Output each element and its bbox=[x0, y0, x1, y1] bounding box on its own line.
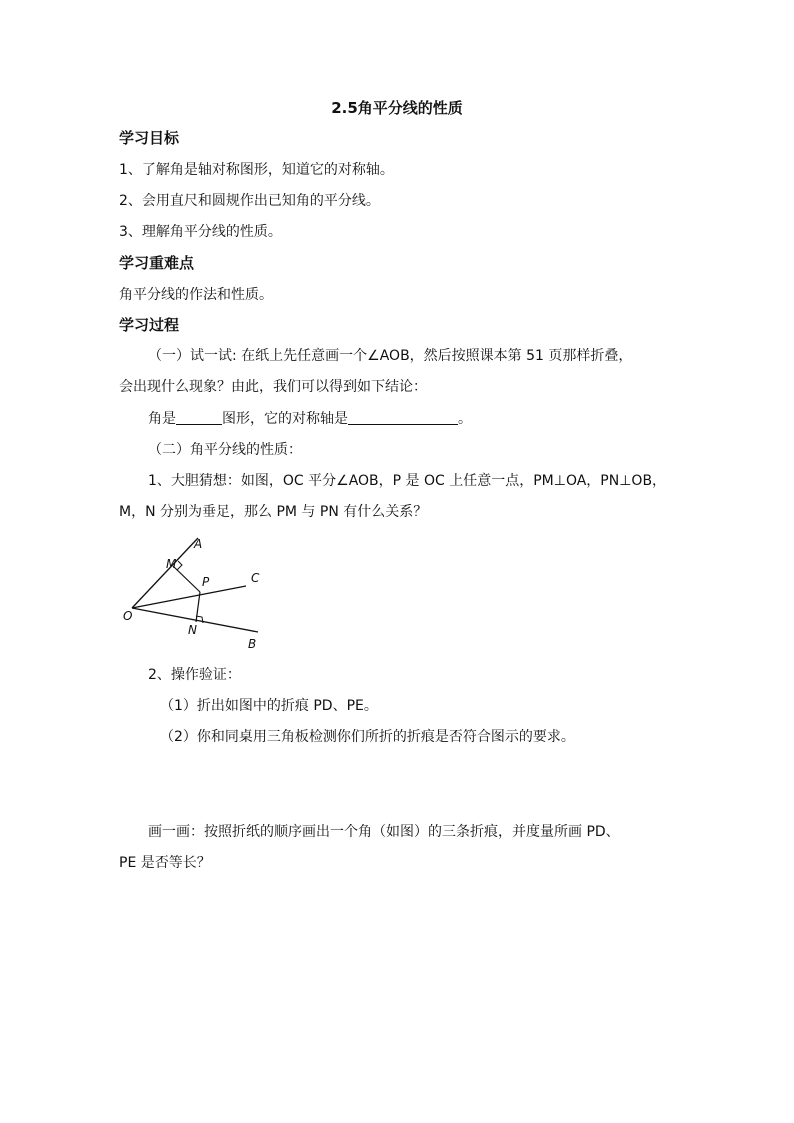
conclusion-text-c: 。 bbox=[458, 411, 472, 427]
goal-item-1: 1、了解角是轴对称图形，知道它的对称轴。 bbox=[119, 162, 394, 178]
part2-heading: （二）角平分线的性质： bbox=[148, 442, 302, 458]
guess-line-1: 1、大胆猜想：如图，OC 平分∠AOB，P 是 OC 上任意一点，PM⊥OA，PN⊥OB， bbox=[148, 473, 667, 489]
conclusion-text-b: 图形，它的对称轴是 bbox=[222, 411, 348, 427]
label-p: P bbox=[202, 575, 210, 589]
right-angle-mark-m bbox=[177, 561, 182, 570]
goal-item-2: 2、会用直尺和圆规作出已知角的平分线。 bbox=[119, 193, 380, 209]
section-heading-goals: 学习目标 bbox=[119, 129, 180, 147]
section-heading-key: 学习重难点 bbox=[119, 254, 195, 272]
try-paragraph-line-2: 会出现什么现象？由此，我们可以得到如下结论： bbox=[119, 379, 427, 395]
draw-line-2: PE 是否等长？ bbox=[119, 855, 211, 871]
verify-item-1: （1）折出如图中的折痕 PD、PE。 bbox=[160, 698, 378, 714]
label-n: N bbox=[188, 623, 197, 637]
verify-item-2: （2）你和同桌用三角板检测你们所折的折痕是否符合图示的要求。 bbox=[160, 729, 575, 745]
page-title: 2.5角平分线的性质 bbox=[331, 99, 463, 117]
goal-item-3: 3、理解角平分线的性质。 bbox=[119, 224, 282, 240]
label-c: C bbox=[251, 571, 260, 585]
answer-blank-1[interactable] bbox=[176, 410, 222, 425]
section-heading-process: 学习过程 bbox=[119, 316, 180, 334]
label-o: O bbox=[123, 609, 133, 623]
segment-pn bbox=[196, 592, 200, 622]
verify-heading: 2、操作验证： bbox=[148, 667, 241, 683]
label-m: M bbox=[166, 557, 177, 571]
draw-line-1: 画一画：按照折纸的顺序画出一个角（如图）的三条折痕，并度量所画 PD、 bbox=[148, 824, 620, 840]
try-paragraph-line-1: （一）试一试: 在纸上先任意画一个∠AOB，然后按照课本第 51 页那样折叠， bbox=[148, 348, 633, 364]
answer-blank-2[interactable] bbox=[348, 410, 458, 425]
conclusion-text-a: 角是 bbox=[148, 411, 176, 427]
guess-line-2: M，N 分别为垂足，那么 PM 与 PN 有什么关系？ bbox=[119, 504, 428, 520]
conclusion-line bbox=[148, 409, 472, 429]
angle-bisector-figure bbox=[118, 530, 278, 655]
key-text: 角平分线的作法和性质。 bbox=[119, 287, 273, 303]
label-a: A bbox=[194, 537, 203, 551]
label-b: B bbox=[248, 637, 257, 651]
